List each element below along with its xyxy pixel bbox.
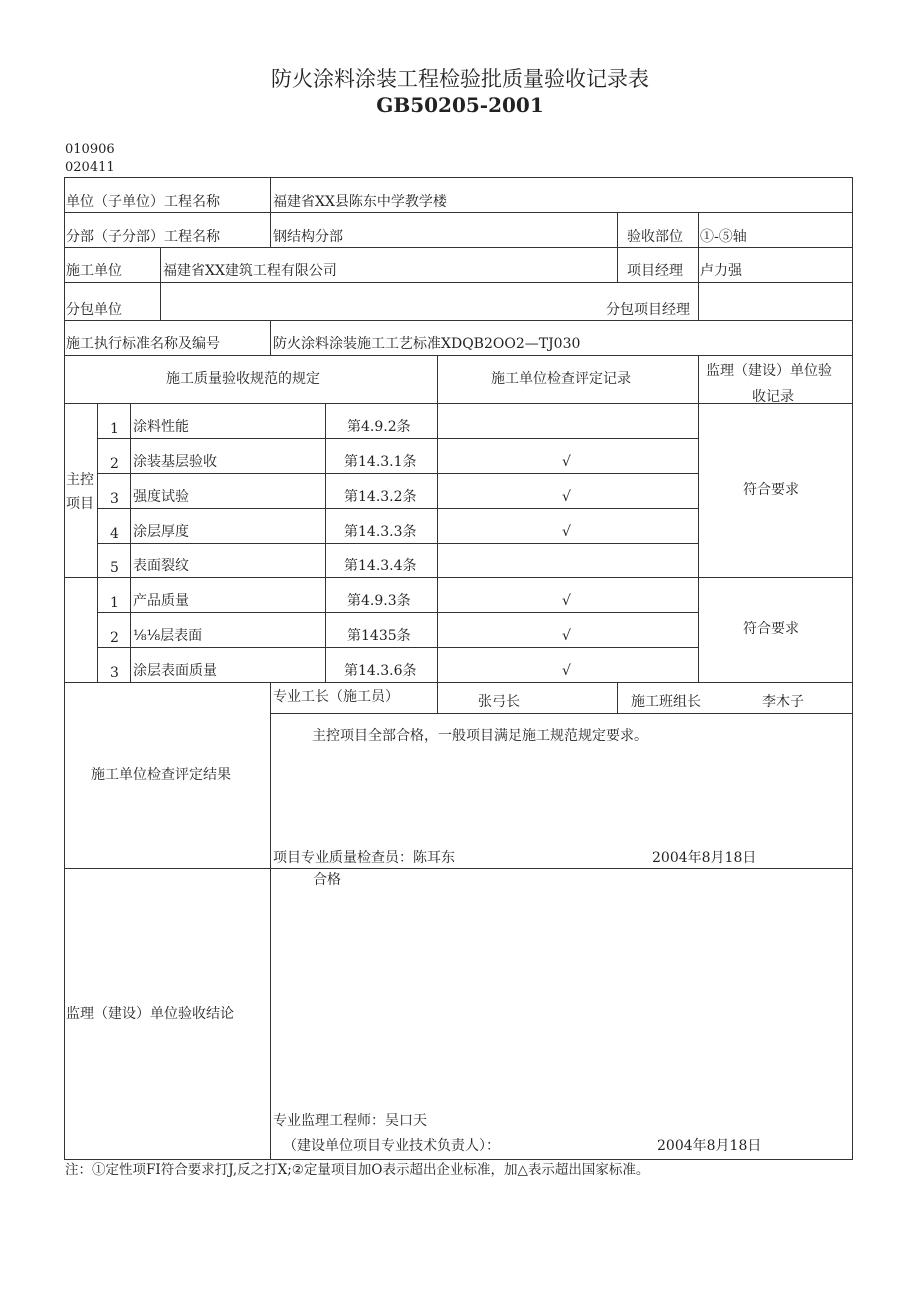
general-item-record: √	[562, 663, 571, 679]
team-leader-value: 李木子	[762, 694, 804, 710]
sub-manager-label: 分包项目经理	[606, 302, 690, 318]
project-name-value: 福建省XX县陈东中学教学楼	[273, 194, 447, 210]
supervision-column-header-1: 监理（建设）单位验	[706, 363, 832, 379]
main-item-no: 3	[110, 491, 119, 507]
general-item-name: 产品质量	[133, 593, 189, 609]
foreman-value: 张弓长	[478, 694, 520, 710]
page-title: 防火涂料涂装工程检验批质量验收记录表	[271, 67, 649, 91]
contractor-result-date: 2004年8月18日	[652, 850, 757, 866]
contractor-conclusion: 主控项目全部合格，一般项目满足施工规范规定要求。	[312, 728, 648, 744]
form-code-2: 020411	[65, 160, 115, 175]
main-item-name: 表面裂纹	[133, 558, 189, 574]
contractor-label: 施工单位	[66, 263, 122, 279]
main-item-clause: 第14.3.2条	[344, 489, 417, 505]
main-item-no: 4	[110, 526, 119, 542]
spec-column-header: 施工质量验收规范的规定	[166, 371, 320, 387]
main-item-name: 涂料性能	[133, 419, 189, 435]
general-item-name: 涂层表面质量	[133, 663, 217, 679]
standard-code: GB50205-2001	[376, 93, 544, 117]
supervision-conclusion: 合格	[313, 872, 341, 888]
general-item-no: 1	[110, 595, 119, 611]
supervision-column-header-2: 收记录	[752, 389, 794, 402]
execution-standard-label: 施工执行标准名称及编号	[66, 336, 220, 352]
general-item-clause: 第1435条	[347, 628, 411, 644]
main-item-record: √	[562, 524, 571, 540]
main-item-record: √	[562, 454, 571, 470]
main-item-no: 5	[110, 560, 119, 576]
main-item-clause: 第14.3.3条	[344, 524, 417, 540]
general-item-name: ⅛⅛层表面	[133, 628, 203, 644]
foreman-label: 专业工长（施工员）	[273, 689, 399, 705]
main-item-clause: 第4.9.2条	[347, 419, 411, 435]
main-item-clause: 第14.3.4条	[344, 558, 417, 574]
footnote: 注：①定性项FI符合要求打J,反之打X;②定量项目加O表示超出企业标准，加△表示超出国家标准。	[65, 1162, 650, 1178]
project-manager-label: 项目经理	[627, 263, 683, 279]
main-item-no: 2	[110, 456, 119, 472]
inspection-part-label: 验收部位	[627, 229, 683, 245]
owner-technical-lead-line: （建设单位项目专业技术负责人）：	[283, 1138, 500, 1154]
subproject-value: 钢结构分部	[273, 229, 343, 245]
contractor-result-label: 施工单位检查评定结果	[91, 767, 231, 783]
subproject-label: 分部（子分部）工程名称	[66, 229, 220, 245]
supervision-result-date: 2004年8月18日	[657, 1138, 762, 1154]
general-item-record: √	[562, 593, 571, 609]
contractor-value: 福建省XX建筑工程有限公司	[163, 263, 337, 279]
subcontractor-label: 分包单位	[66, 302, 122, 318]
main-item-name: 涂装基层验收	[133, 454, 217, 470]
form-code-1: 010906	[65, 142, 115, 157]
supervising-engineer-line: 专业监理工程师：吴口天	[273, 1113, 427, 1129]
main-group-label-1: 主控	[66, 472, 94, 488]
execution-standard-value: 防火涂料涂装施工工艺标准XDQB2OO2—TJ030	[273, 336, 581, 352]
quality-inspector-line: 项目专业质量检查员：陈耳东	[273, 850, 455, 866]
main-item-name: 涂层厚度	[133, 524, 189, 540]
general-item-no: 3	[110, 665, 119, 681]
project-name-label: 单位（子单位）工程名称	[66, 194, 220, 210]
check-record-column-header: 施工单位检查评定记录	[491, 371, 631, 387]
main-item-no: 1	[110, 421, 119, 437]
general-group-result: 符合要求	[743, 621, 799, 637]
general-item-clause: 第14.3.6条	[344, 663, 417, 679]
main-item-name: 强度试验	[133, 489, 189, 505]
project-manager-value: 卢力强	[700, 263, 742, 279]
inspection-part-value: ①-⑤轴	[700, 229, 747, 245]
main-group-label-2: 项目	[66, 496, 94, 512]
general-item-no: 2	[110, 630, 119, 646]
main-item-record: √	[562, 489, 571, 505]
main-item-clause: 第14.3.1条	[344, 454, 417, 470]
general-item-record: √	[562, 628, 571, 644]
main-group-result: 符合要求	[743, 482, 799, 498]
supervision-result-label: 监理（建设）单位验收结论	[66, 1006, 234, 1022]
team-leader-label: 施工班组长	[631, 694, 701, 710]
general-item-clause: 第4.9.3条	[347, 593, 411, 609]
